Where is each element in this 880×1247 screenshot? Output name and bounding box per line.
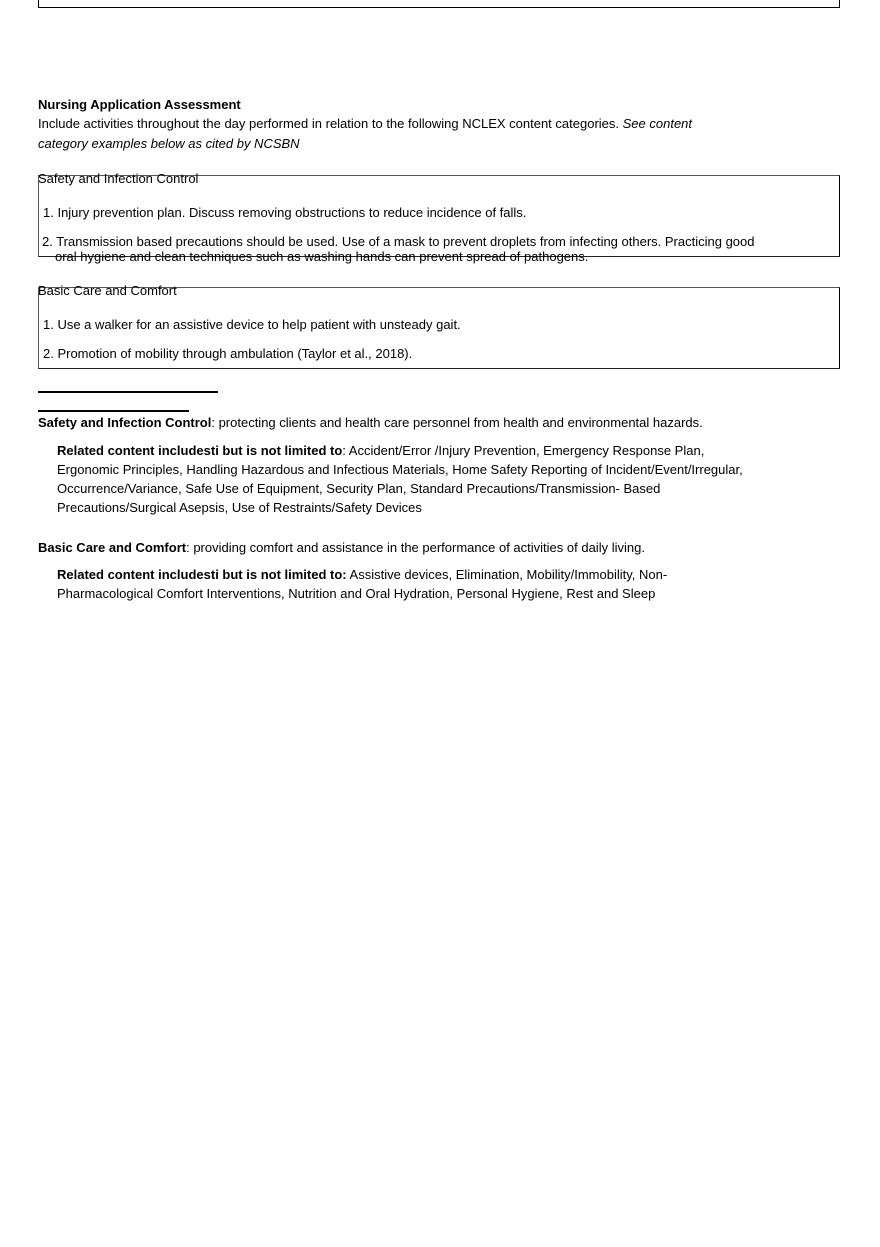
box-item: 2. Promotion of mobility through ambulation (Taylor et al., 2018). [43, 346, 413, 361]
related-content-line: Pharmacological Comfort Interventions, Nutrition and Oral Hydration, Personal Hygiene, Rest and Sleep [57, 586, 656, 601]
section-heading: Nursing Application Assessment [38, 97, 241, 112]
related-content-line: Ergonomic Principles, Handling Hazardous and Infectious Materials, Home Safety Reporting of Incident/Event/Irregular, [57, 462, 743, 477]
related-content: Related content includesti but is not limited to: Accident/Error /Injury Prevention, Emergency Response Plan, [57, 443, 705, 458]
box-item: 1. Use a walker for an assistive device to help patient with unsteady gait. [43, 317, 461, 332]
box-title: Safety and Infection Control [38, 171, 199, 186]
box-title: Basic Care and Comfort [38, 283, 177, 298]
intro-text-cont: category examples below as cited by NCSBN [38, 136, 300, 151]
related-content: Related content includesti but is not limited to: Assistive devices, Elimination, Mobility/Immobility, Non- [57, 567, 668, 582]
previous-section-box [38, 0, 840, 8]
box-item-overflow: oral hygiene and clean techniques such as washing hands can prevent spread of pathogens. [55, 249, 589, 264]
footnote-separator [38, 410, 189, 412]
related-content-line: Occurrence/Variance, Safe Use of Equipment, Security Plan, Standard Precautions/Transmission- Based [57, 481, 661, 496]
box-item: 1. Injury prevention plan. Discuss removing obstructions to reduce incidence of falls. [43, 205, 527, 220]
related-content-line: Precautions/Surgical Asepsis, Use of Restraints/Safety Devices [57, 500, 422, 515]
definition-safety: Safety and Infection Control: protecting clients and health care personnel from health and environmental hazards. [38, 415, 703, 430]
box-item: 2. Transmission based precautions should be used. Use of a mask to prevent droplets from infecting others. Practicing good [42, 234, 755, 249]
intro-text: Include activities throughout the day performed in relation to the following NCLEX content categories. See content [38, 116, 693, 131]
footnote-separator [38, 391, 218, 393]
definition-basic-care: Basic Care and Comfort: providing comfort and assistance in the performance of activities of daily living. [38, 540, 645, 555]
